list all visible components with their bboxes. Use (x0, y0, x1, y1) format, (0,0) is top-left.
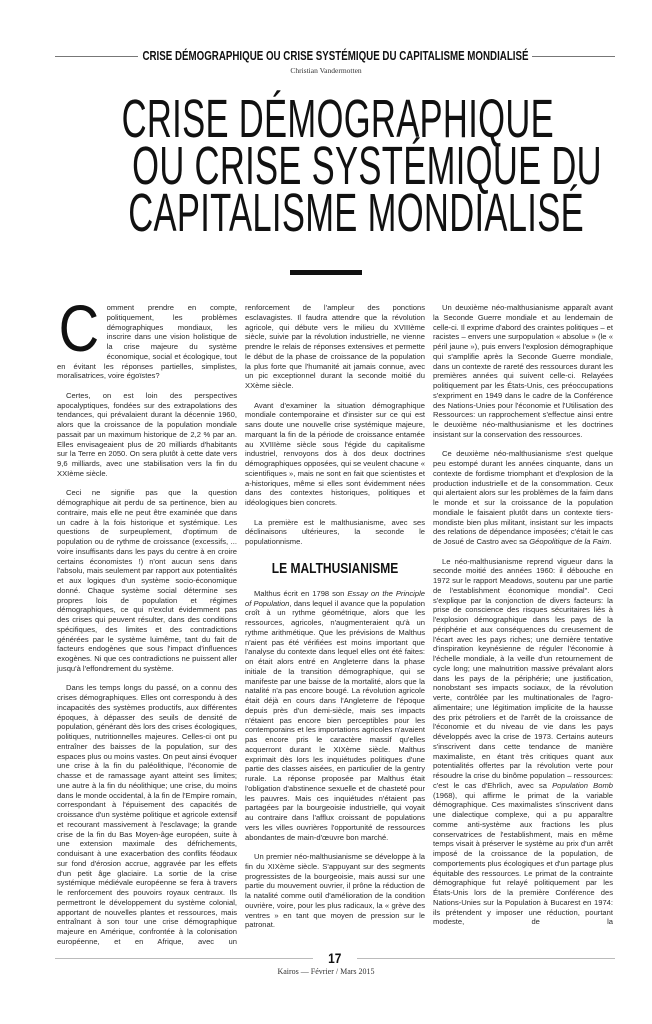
issue-info: Kairos — Février / Mars 2015 (277, 967, 375, 976)
text-segment: renforcement de l'ampleur des ponctions esclavagistes. Il faudra attendre que la révolution agricole, qui débute vers le milieu du XVIIIème siècle, suivie par la révolution industrielle, ne vienne prendre le relais de réponses extensives et permette le début de la phase de croissance de la population la plus forte que l'humanité ait jamais connue, avec un pic exceptionnel durant la seconde moitié du XXème siècle. (245, 303, 425, 390)
footer-rule-left (55, 958, 313, 959)
author-name: Christian Vandermotten (290, 66, 362, 75)
paragraph (245, 401, 425, 508)
title-line: OU CRISE SYSTÉMIQUE DU (132, 136, 602, 196)
running-header (55, 49, 615, 63)
italic-title-text: Population Bomb (552, 780, 613, 790)
paragraph (433, 557, 613, 928)
text-segment: Dans les temps longs du passé, on a connu des crises démographiques. Elles ont correspondu à des incapacités des systèmes productifs, aux différentes époques, à dépasser des seuils de densité de population, générant dès lors des crises écologiques, politiques, nutritionnelles majeures. Celles-ci ont pu entraîner des baisses de la population, sur des espaces plus ou moins vastes. On peut ainsi évoquer une crise à la fin du paléolithique, l'économie de chasse et de ramassage ayant atteint ses limites; une autre à la fin du néolithique; une crise, du moins dans le monde occidental, à la fin de l'Empire romain, correspondant à l'épuisement des capacités de croissance d'un système politique et agricole extensif et recourant massivement à l'esclavage; la grande crise de la fin du Bas Moyen-âge européen, suite à une extension maximale des défrichements, conduisant à une exacerbation des conflits féodaux sur fond d'érosion accrue, aggravée par les effets d'un petit âge glaciaire. La sortie de la crise systémique médiévale européenne se fera à travers le renforcement des pouvoirs royaux centraux. Ils permettront le développement du système colonial, apportant de nouvelles plantes et ressources, mais entraînant à son tour une crise démographique majeure en Amérique, confrontée à la colonisation européenne, et en Afrique, avec un (57, 683, 237, 946)
text-column-3 (433, 303, 613, 927)
text-segment: Malthus écrit en 1798 son (254, 588, 348, 598)
text-segment: omment prendre en compte, politiquement, les problèmes démographiques mondiaux, les inscrire dans une vision holistique de la crise majeure du système économique, social et écologique, tout en évitant les réponses partielles, simplistes, moralisatrices, voire égoïstes? (57, 303, 237, 381)
text-segment: , dans lequel il avance que la population croît à un rythme géométrique, alors que les ressources, agricoles, n'augmenteraient qu'à un rythme arithmétique. Que les prévisions de Malthus n'aient pas été vérifiées est moins important que l'analyse du contexte dans lequel elles ont été faites: on était alors entré en Angleterre dans la phase initiale de la transition démographique, qui se manifeste par une baisse de la mortalité, alors que la natalité n'a pas encore bougé. La révolution agricole était déjà en cours dans l'Angleterre de l'époque depuis près d'un demi-siècle, mais ses impacts n'étaient pas encore bien perceptibles pour les contemporains et les importations agricoles n'avaient pas encore pris le caractère massif qu'elles acquerront durant le XIXème siècle. Malthus exprimait dès lors les inquiétudes politiques d'une partie des classes aisées, en particulier de la gentry rurale. La réponse proposée par Malthus était l'obligation d'abstinence sexuelle et de chasteté pour les pauvres. Mais ces inquiétudes n'étaient pas partagées par la bourgeoisie industrielle, qui voyait au contraire dans l'afflux croissant de populations vers les villes ouvrières l'opportunité de ressources abondantes de main-d'œuvre bon marché. (245, 598, 425, 842)
header-rule-left (55, 56, 138, 57)
text-segment: (1968), qui affirme le primat de la variable démographique. Ces maximalistes s'inscrivent dans une dialectique complexe, qui a pu apparaître comme anti-système aux fractions les plus conservatrices de l'establishment, mais en même temps visait à préserver le système au prix d'un arrêt imposé de la croissance de la population, de comportements plus écologiques et d'un partage plus équitable des ressources. Le primat de la contrainte démographique fut relayé politiquement par les États-Unis lors de la première Conférence des Nations-Unies sur la Population à Bucarest en 1974: ils prétendent y imposer une réduction, pourtant modeste, de la (433, 790, 613, 927)
header-rule-right (532, 56, 615, 57)
page-number: 17 (328, 950, 342, 966)
running-title: CRISE DÉMOGRAPHIQUE OU CRISE SYSTÉMIQUE DU CAPITALISME MONDIALISÉ (141, 49, 529, 63)
title-line: CRISE DÉMOGRAPHIQUE (121, 89, 554, 149)
paragraph (245, 589, 425, 843)
paragraph (245, 518, 425, 547)
paragraph (433, 449, 613, 547)
italic-title-text: Géopolitique de la Faim (529, 537, 610, 546)
text-segment: . (609, 537, 612, 546)
text-segment: LE MALTHUSIANISME (271, 559, 399, 577)
text-segment: Ce deuxième néo-malthusianisme s'est quelque peu estompé durant les années cinquante, dans un contexte de fordisme triomphant et d'explosion de la production industrielle et de la consommation. Ceux qui alertaient alors sur les problèmes de la faim dans le monde et sur la croissance de la population mondiale le faisaient plutôt dans un contexte tiers-mondiste bien plus militant, insistant sur les impacts des relations de dépendance imposées; c'était le cas de Josué de Castro avec sa (433, 449, 613, 546)
text-column-2 (245, 303, 425, 940)
paragraph (57, 683, 237, 946)
drop-cap: C (58, 291, 100, 365)
italic-title-text: Essay on the Principle of Population (245, 588, 425, 608)
text-segment: La première est le malthusianisme, avec ses déclinaisons ultérieures, la seconde le populationnisme. (245, 517, 425, 546)
paragraph (433, 303, 613, 440)
paragraph (57, 391, 237, 479)
paragraph (245, 303, 425, 391)
paragraph (57, 488, 237, 673)
text-segment: Certes, on est loin des perspectives apocalyptiques, fondées sur des extrapolations des tendances, qui prévalaient durant la décennie 1960, alors que la croissance de la population mondiale passait par un maximum historique de 2,2 % par an. Elles envisageaient plus de 20 milliards d'habitants sur la Terre en 2050. On sera plutôt à cette date vers 9,6 milliards, avec une stabilisation vers la fin du XXIème siècle. (57, 390, 237, 478)
title-line: CAPITALISME MONDIALISÉ (128, 183, 584, 243)
text-segment: Le néo-malthusianisme reprend vigueur dans la seconde moitié des années 1960: il débouche en 1972 sur le rapport Meadows, soutenu par une partie de l'establishment économique mondial". Ceci s'explique par la conjonction de divers facteurs: la prise de conscience des risques sécuritaires liés à l'explosion démographique dans les pays de la périphérie et aux conséquences du creusement de l'écart avec les pays riches; une dernière tentative d'inspiration keynésienne de réguler l'économie à l'échelle mondiale, à la veille d'un retournement de cycle long; une malnutrition massive prévalant alors dans les pays de la périphérie; une justification, nonobstant ses impacts sociaux, de la révolution verte, contrôlée par les multinationales de l'agro-alimentaire; une légitimation implicite de la hausse des prix pétroliers et de l'arrêt de la croissance de l'économie et du niveau de vie dans les pays développés avec la crise de 1973. Certains auteurs s'inscrivent dans cette tendance de manière maximaliste, en étant très critiques quant aux potentialités offertes par la révolution verte pour résoudre la crise du binôme population – ressources: c'est le cas d'Ehrlich, avec sa (433, 556, 613, 790)
section-heading (245, 561, 425, 577)
text-segment: Ceci ne signifie pas que la question démographique ait perdu de sa pertinence, bien au contraire, mais elle ne peut être examinée que dans un cadre à la fois historique et systémique. Les questions de surpeuplement, d'optimum de population ou de rythme de croissance (excessifs, ... voire insuffisants dans les pays du centre à en croire certains économistes !) n'ont aucun sens dans l'absolu, mais seulement par rapport aux potentialités et aux logiques d'un système socio-économique donné. Chaque système social détermine ses propres lois de population et régimes démographiques, ce qui n'exclut évidemment pas des crises qui peuvent résulter, dans des conditions spécifiques, des limites et des contradictions générées par le système luimême, tant du fait de facteurs endogènes que sous l'impact d'influences exogènes. Ni que ces contradictions ne puissent aller jusqu'à l'effondrement du système. (57, 488, 237, 673)
article-title (0, 89, 652, 243)
text-segment: Avant d'examiner la situation démographique mondiale contemporaine et d'insister sur ce qui est sans doute une nouvelle crise systémique majeure, marquant la fin de la période de croissance entamée au XVIIIème siècle sous l'égide du capitalisme industriel, renvoyons dos à dos deux doctrines démographiques opposées, qui se veulent chacune « scientifiques », mais ne sont en fait que scientistes et a-historiques, même si elles sont évidemment nées dans des contextes historiques, politiques et idéologiques bien concrets. (245, 400, 425, 507)
title-divider (290, 270, 362, 275)
page-footer (55, 950, 615, 966)
text-column-1 (57, 291, 237, 947)
text-segment: Un deuxième néo-malthusianisme apparaît avant la Seconde Guerre mondiale et au lendemain de celle-ci. Il exprime d'abord des craintes politiques – et racistes – envers une surpopulation « absolue » (le « péril jaune »), puis envers l'explosion démographique qui s'amplifie après la Seconde Guerre mondiale, dans un contexte de rareté des ressources durant les premières années qui suivent celle-ci. Relayées politiquement par les États-Unis, ces préoccupations s'expriment en 1949 dans le cadre de la Conférence des Nations-Unies pour l'économie et l'Utilisation des Ressources: un rapprochement s'effectue ainsi entre le deuxième néo-malthusianisme et les doctrines insistant sur la conservation des ressources. (433, 303, 613, 439)
footer-rule-right (357, 958, 615, 959)
paragraph (245, 852, 425, 930)
text-segment: Un premier néo-malthusianisme se développe à la fin du XIXème siècle. S'appuyant sur des segments progressistes de la bourgeoisie, mais aussi sur une partie du mouvement ouvrier, il prône la réduction de la natalité comme outil d'amélioration de la condition ouvrière, voire, pour les plus radicaux, la « grève des ventres » en tant que moyen de pression sur le patronat. (245, 852, 425, 930)
paragraph (57, 291, 237, 381)
